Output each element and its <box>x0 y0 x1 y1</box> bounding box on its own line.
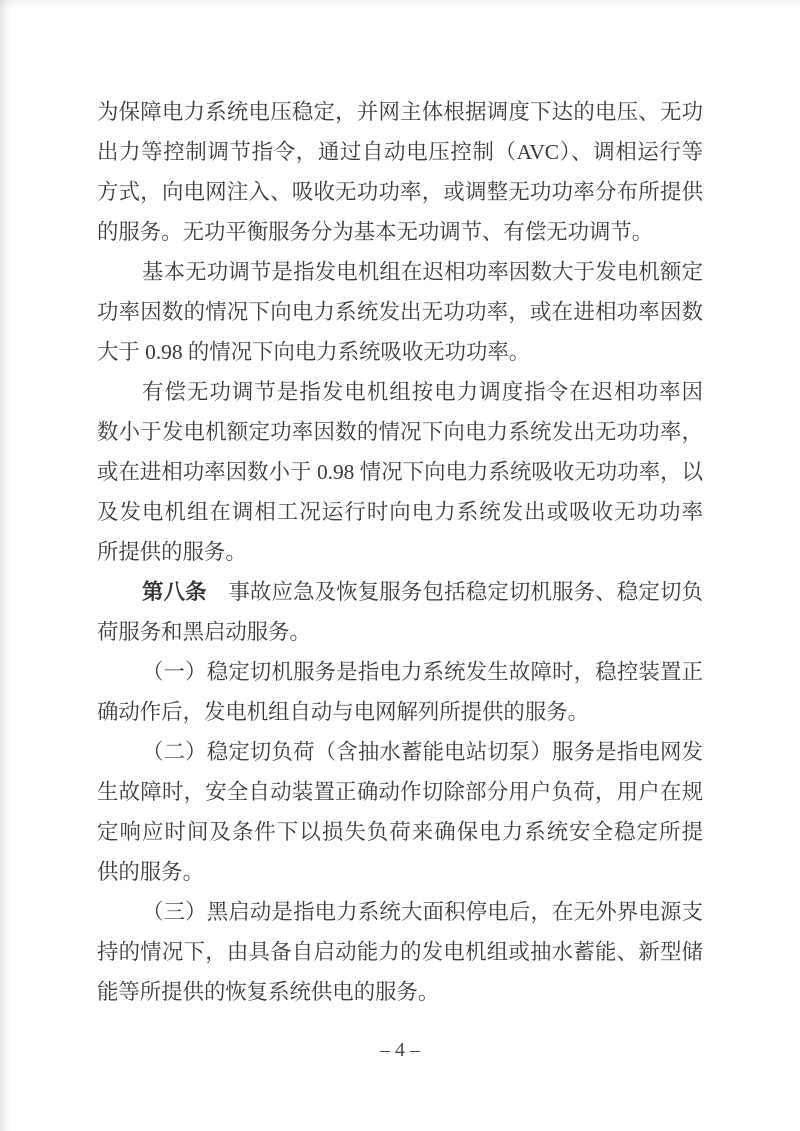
text-line: 荷服务和黑启动服务。 <box>97 620 311 644</box>
page-edge-shadow-top <box>0 0 800 8</box>
text-line: 功率因数的情况下向电力系统发出无功功率，或在进相功率因数 <box>97 300 703 324</box>
text-line: 有偿无功调节是指发电机组按电力调度指令在迟相功率因 <box>142 380 703 404</box>
text-line: （三）黑启动是指电力系统大面积停电后，在无外界电源支 <box>142 900 703 924</box>
text-line: 能等所提供的恢复系统供电的服务。 <box>97 980 440 1004</box>
text-line: 数小于发电机额定功率因数的情况下向电力系统发出无功功率， <box>97 420 703 444</box>
text-line: 定响应时间及条件下以损失负荷来确保电力系统安全稳定所提 <box>97 820 703 844</box>
text-line: （二）稳定切负荷（含抽水蓄能电站切泵）服务是指电网发 <box>142 740 703 764</box>
text-line: 为保障电力系统电压稳定，并网主体根据调度下达的电压、无功 <box>97 100 703 124</box>
text-line: （一）稳定切机服务是指电力系统发生故障时，稳控装置正 <box>142 660 703 684</box>
article-text: 事故应急及恢复服务包括稳定切机服务、稳定切负 <box>206 580 703 604</box>
page-edge-shadow-left <box>0 0 10 1131</box>
article-number-label: 第八条 <box>142 580 207 604</box>
text-line: 出力等控制调节指令，通过自动电压控制（AVC）、调相运行等 <box>97 140 703 164</box>
page-number: – 4 – <box>380 1039 420 1061</box>
text-line: 生故障时，安全自动装置正确动作切除部分用户负荷，用户在规 <box>97 780 703 804</box>
text-line: 方式，向电网注入、吸收无功功率，或调整无功功率分布所提供 <box>97 180 703 204</box>
text-line: 及发电机组在调相工况运行时向电力系统发出或吸收无功功率 <box>97 500 703 524</box>
text-line: 的服务。无功平衡服务分为基本无功调节、有偿无功调节。 <box>97 220 654 244</box>
text-line: 大于 0.98 的情况下向电力系统吸收无功功率。 <box>97 340 531 364</box>
document-body <box>97 92 703 1012</box>
text-line: 或在进相功率因数小于 0.98 情况下向电力系统吸收无功功率，以 <box>97 460 703 484</box>
text-line <box>97 572 703 612</box>
text-line: 供的服务。 <box>97 860 204 884</box>
text-line: 基本无功调节是指发电机组在迟相功率因数大于发电机额定 <box>142 260 703 284</box>
text-line: 持的情况下，由具备自启动能力的发电机组或抽水蓄能、新型储 <box>97 940 703 964</box>
text-line: 所提供的服务。 <box>97 540 247 564</box>
text-line: 确动作后，发电机组自动与电网解列所提供的服务。 <box>97 700 589 724</box>
